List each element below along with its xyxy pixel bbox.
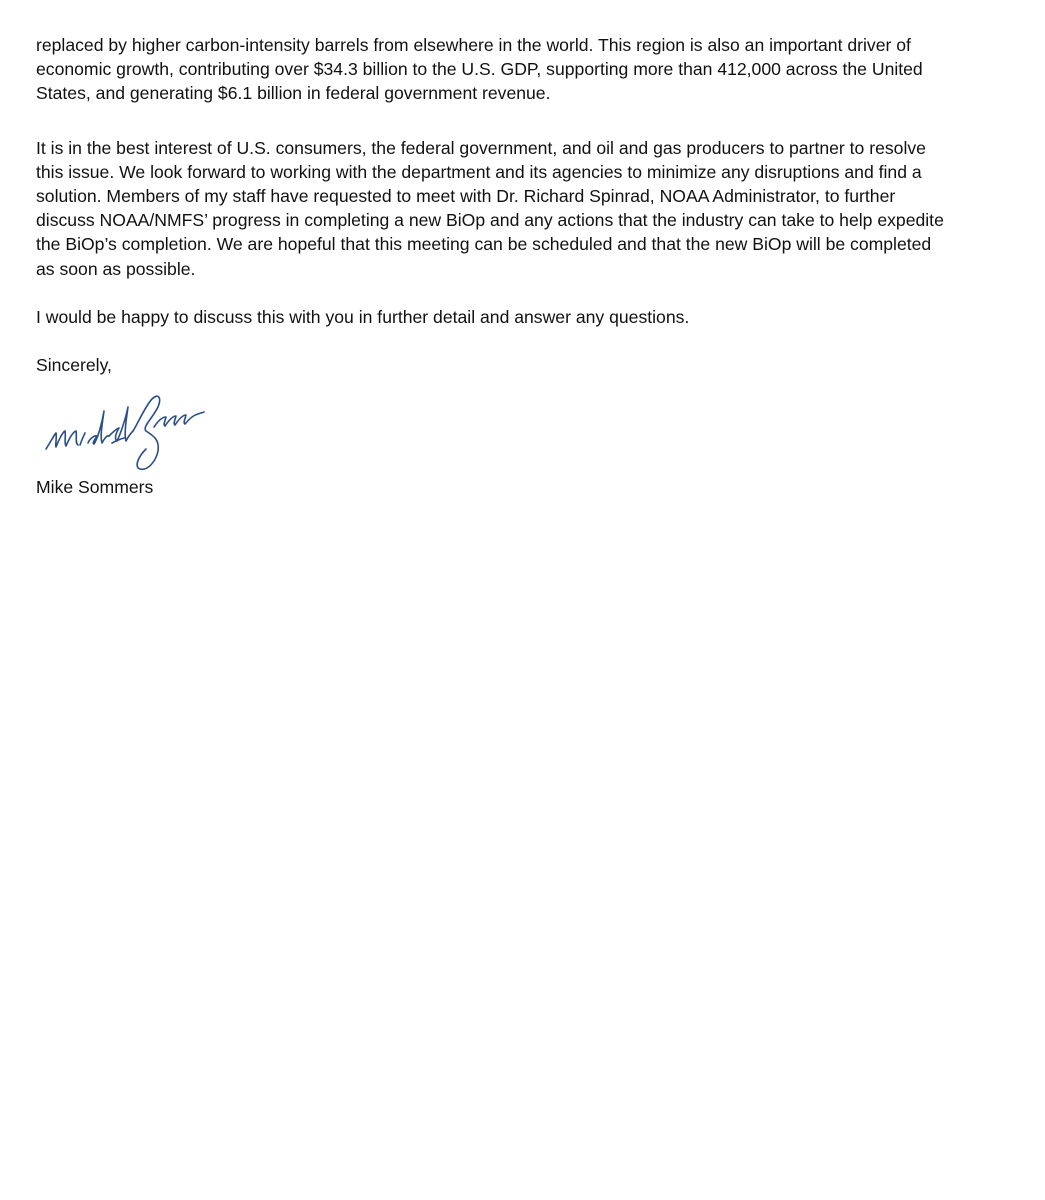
letter-body [36, 33, 1016, 499]
paragraph-partnership: It is in the best interest of U.S. consumers, the federal government, and oil and gas producers to partner to resolve this issue. We look forward to working with the department and its agencies to minimize any disruptions and find a solution. Members of my staff have requested to meet with Dr. Richard Spinrad, NOAA Administrator, to further discuss NOAA/NMFS’ progress in completing a new BiOp and any actions that the industry can take to help expedite the BiOp’s completion. We are hopeful that this meeting can be scheduled and that the new BiOp will be completed as soon as possible. [36, 137, 944, 279]
paragraph-economic-impact: replaced by higher carbon-intensity barrels from elsewhere in the world. This region is also an important driver of economic growth, contributing over $34.3 billion to the U.S. GDP, supporting more than 412,000 across the United States, and generating $6.1 billion in federal government revenue. [36, 35, 923, 104]
signature-strokes [46, 396, 204, 469]
handwritten-signature [42, 383, 207, 475]
paragraph-offer-to-discuss: I would be happy to discuss this with you in further detail and answer any questions. [36, 306, 690, 327]
closing-salutation: Sincerely, [36, 355, 112, 376]
signer-name: Mike Sommers [36, 477, 154, 498]
